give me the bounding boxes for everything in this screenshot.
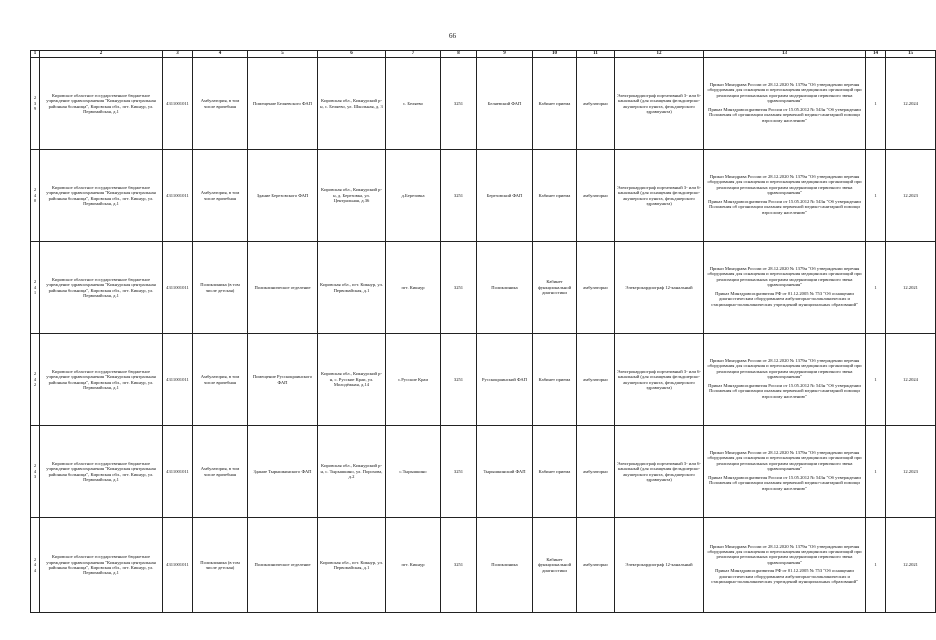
care-condition-cell: амбулаторно xyxy=(577,58,615,150)
unit-cell: Березовский ФАП xyxy=(477,150,533,242)
column-header: 10 xyxy=(533,51,577,58)
address-cell: Кировская обл., Кикнурский р-н, с. Беляево, ул. Школьная, д. 3 xyxy=(318,58,386,150)
quantity-cell: 1 xyxy=(866,426,886,518)
care-condition-cell: амбулаторно xyxy=(577,518,615,613)
address-cell: Кировская обл., Кикнурский р-н, с. Тырышкино, ул. Порохова, д.2 xyxy=(318,426,386,518)
legal-basis-text: Приказ Минздравсоцразвития России от 15.05.2012 № 543н "Об утверждении Положения об организации оказания первичной медико-санитарной помощи взрослому населению" xyxy=(708,382,861,399)
legal-basis-cell xyxy=(704,242,866,334)
column-header: 3 xyxy=(163,51,193,58)
row-number-cell: 239 xyxy=(31,58,40,150)
equipment-cell: Электрокардиограф портативный 3- или 6-канальный (для оснащения фельдшерско-акушерского пункта, фельдшерского здравпункта) xyxy=(615,150,704,242)
settlement-cell: д.Березовка xyxy=(386,150,441,242)
building-cell: Здание Березовского ФАП xyxy=(248,150,318,242)
settlement-cell: с.Тырышкино xyxy=(386,426,441,518)
delivery-date-cell: 12.2021 xyxy=(886,518,936,613)
facility-type-cell: Амбулатория, в том числе врачебная xyxy=(193,150,248,242)
column-header: 11 xyxy=(577,51,615,58)
legal-basis-text: Приказ Минздрава России от 28.12.2020 № 1379н "Об утверждении перечня оборудования для оснащения и переоснащения медицинских организаций при реализации региональных программ модернизации первичного звена здравоохранения" xyxy=(707,358,862,380)
legal-basis-text: Приказ Минздравсоцразвития РФ от 01.12.2005 № 753 "Об оснащении диагностическим оборудованием амбулаторно-поликлинических и стационарно-поликлинических учреждений муниципальных образований" xyxy=(711,290,858,307)
unit-cell: Беляевский ФАП xyxy=(477,58,533,150)
row-number-cell: 241 xyxy=(31,242,40,334)
delivery-date-cell: 12.2021 xyxy=(886,242,936,334)
legal-basis-text: Приказ Минздравсоцразвития России от 15.05.2012 № 543н "Об утверждении Положения об организации оказания первичной медико-санитарной помощи взрослому населению" xyxy=(708,106,861,123)
facility-type-cell: Поликлиника (в том числе детская) xyxy=(193,242,248,334)
legal-basis-text: Приказ Минздрава России от 28.12.2020 № 1379н "Об утверждении перечня оборудования для оснащения и переоснащения медицинских организаций при реализации региональных программ модернизации первичного звена здравоохранения" xyxy=(707,82,862,104)
legal-basis-text: Приказ Минздрава России от 28.12.2020 № 1379н "Об утверждении перечня оборудования для оснащения и переоснащения медицинских организаций при реализации региональных программ модернизации первичного звена здравоохранения" xyxy=(707,450,862,472)
legal-basis-text: Приказ Минздрава России от 28.12.2020 № 1379н "Об утверждении перечня оборудования для оснащения и переоснащения медицинских организаций при реализации региональных программ модернизации первичного звена здравоохранения" xyxy=(707,266,862,288)
legal-basis-text: Приказ Минздравсоцразвития РФ от 01.12.2005 № 753 "Об оснащении диагностическим оборудованием амбулаторно-поликлинических и стационарно-поликлинических учреждений муниципальных образований" xyxy=(711,568,858,585)
facility-type-cell: Амбулатория, в том числе врачебная xyxy=(193,334,248,426)
column-header: 9 xyxy=(477,51,533,58)
legal-basis-cell xyxy=(704,58,866,150)
settlement-cell: пгт. Кикнур xyxy=(386,518,441,613)
delivery-date-cell: 12.2023 xyxy=(886,426,936,518)
inn-cell: 4311001011 xyxy=(163,334,193,426)
column-header: 8 xyxy=(441,51,477,58)
room-cell: Кабинет приема xyxy=(533,150,577,242)
room-cell: Кабинет функциональной диагностики xyxy=(533,518,577,613)
column-header: 2 xyxy=(40,51,163,58)
column-header: 1 xyxy=(31,51,40,58)
code-cell: 3251 xyxy=(441,242,477,334)
quantity-cell: 1 xyxy=(866,518,886,613)
row-number-cell: 242 xyxy=(31,334,40,426)
code-cell: 3251 xyxy=(441,58,477,150)
equipment-cell: Электрокардиограф 12-канальный xyxy=(615,518,704,613)
organization-cell: Кировское областное государственное бюджетное учреждение здравоохранения "Кикнурская центральная районная больница", Кировская обл., пгт. Кикнур, ул. Первомайская, д.1 xyxy=(40,58,163,150)
delivery-date-cell: 12.2024 xyxy=(886,58,936,150)
column-header: 5 xyxy=(248,51,318,58)
table-row xyxy=(31,426,936,518)
care-condition-cell: амбулаторно xyxy=(577,242,615,334)
column-header: 4 xyxy=(193,51,248,58)
equipment-cell: Электрокардиограф портативный 3- или 6-канальный (для оснащения фельдшерско-акушерского пункта, фельдшерского здравпункта) xyxy=(615,426,704,518)
page-number: 66 xyxy=(449,32,456,40)
code-cell: 3251 xyxy=(441,426,477,518)
organization-cell: Кировское областное государственное бюджетное учреждение здравоохранения "Кикнурская центральная районная больница", Кировская обл., пгт. Кикнур, ул. Первомайская, д.1 xyxy=(40,426,163,518)
equipment-cell: Электрокардиограф 12-канальный xyxy=(615,242,704,334)
table-row xyxy=(31,150,936,242)
table-row xyxy=(31,518,936,613)
inn-cell: 4311001011 xyxy=(163,426,193,518)
unit-cell: Русскокраинский ФАП xyxy=(477,334,533,426)
quantity-cell: 1 xyxy=(866,242,886,334)
code-cell: 3251 xyxy=(441,334,477,426)
room-cell: Кабинет приема xyxy=(533,58,577,150)
inn-cell: 4311001011 xyxy=(163,150,193,242)
building-cell: Помещение Русскокраинского ФАП xyxy=(248,334,318,426)
address-cell: Кировская обл., Кикнурский р-н, д. Березовка, ул. Центральная, д.36 xyxy=(318,150,386,242)
facility-type-cell: Поликлиника (в том числе детская) xyxy=(193,518,248,613)
organization-cell: Кировское областное государственное бюджетное учреждение здравоохранения "Кикнурская центральная районная больница", Кировская обл., пгт. Кикнур, ул. Первомайская, д.1 xyxy=(40,334,163,426)
column-header: 14 xyxy=(866,51,886,58)
column-header: 6 xyxy=(318,51,386,58)
address-cell: Кировская обл., пгт. Кикнур, ул. Первомайская, д.1 xyxy=(318,518,386,613)
table-row xyxy=(31,334,936,426)
inn-cell: 4311001011 xyxy=(163,518,193,613)
quantity-cell: 1 xyxy=(866,334,886,426)
inn-cell: 4311001011 xyxy=(163,58,193,150)
row-number-cell: 240 xyxy=(31,150,40,242)
organization-cell: Кировское областное государственное бюджетное учреждение здравоохранения "Кикнурская центральная районная больница", Кировская обл., пгт. Кикнур, ул. Первомайская, д.1 xyxy=(40,150,163,242)
care-condition-cell: амбулаторно xyxy=(577,150,615,242)
settlement-cell: пгт. Кикнур xyxy=(386,242,441,334)
column-header-row xyxy=(31,51,936,58)
table-row xyxy=(31,58,936,150)
unit-cell: Поликлиника xyxy=(477,242,533,334)
settlement-cell: с. Беляево xyxy=(386,58,441,150)
legal-basis-cell xyxy=(704,334,866,426)
legal-basis-cell xyxy=(704,426,866,518)
facility-type-cell: Амбулатория, в том числе врачебная xyxy=(193,58,248,150)
legal-basis-text: Приказ Минздравсоцразвития России от 15.05.2012 № 543н "Об утверждении Положения об организации оказания первичной медико-санитарной помощи взрослому населению" xyxy=(708,474,861,491)
room-cell: Кабинет функциональной диагностики xyxy=(533,242,577,334)
building-cell: Помещение Беляевского ФАП xyxy=(248,58,318,150)
equipment-register-table xyxy=(30,50,936,613)
room-cell: Кабинет приема xyxy=(533,334,577,426)
address-cell: Кировская обл., Кикнурский р-н, с. Русские Краи, ул. Молодёжная, д.14 xyxy=(318,334,386,426)
organization-cell: Кировское областное государственное бюджетное учреждение здравоохранения "Кикнурская центральная районная больница", Кировская обл., пгт. Кикнур, ул. Первомайская, д.1 xyxy=(40,518,163,613)
legal-basis-text: Приказ Минздрава России от 28.12.2020 № 1379н "Об утверждении перечня оборудования для оснащения и переоснащения медицинских организаций при реализации региональных программ модернизации первичного звена здравоохранения" xyxy=(707,543,862,565)
equipment-cell: Электрокардиограф портативный 3- или 6-канальный (для оснащения фельдшерско-акушерского пункта, фельдшерского здравпункта) xyxy=(615,334,704,426)
unit-cell: Поликлиника xyxy=(477,518,533,613)
room-cell: Кабинет приема xyxy=(533,426,577,518)
inn-cell: 4311001011 xyxy=(163,242,193,334)
legal-basis-text: Приказ Минздравсоцразвития России от 15.05.2012 № 543н "Об утверждении Положения об организации оказания первичной медико-санитарной помощи взрослому населению" xyxy=(708,198,861,215)
legal-basis-cell xyxy=(704,518,866,613)
row-number-cell: 244 xyxy=(31,518,40,613)
building-cell: Поликлиническое отделение xyxy=(248,518,318,613)
building-cell: Здание Тырышкинского ФАП xyxy=(248,426,318,518)
quantity-cell: 1 xyxy=(866,58,886,150)
address-cell: Кировская обл., пгт. Кикнур, ул. Первомайская, д.1 xyxy=(318,242,386,334)
facility-type-cell: Амбулатория, в том числе врачебная xyxy=(193,426,248,518)
care-condition-cell: амбулаторно xyxy=(577,334,615,426)
column-header: 7 xyxy=(386,51,441,58)
code-cell: 3251 xyxy=(441,518,477,613)
column-header: 12 xyxy=(615,51,704,58)
column-header: 13 xyxy=(704,51,866,58)
care-condition-cell: амбулаторно xyxy=(577,426,615,518)
legal-basis-cell xyxy=(704,150,866,242)
delivery-date-cell: 12.2023 xyxy=(886,150,936,242)
legal-basis-text: Приказ Минздрава России от 28.12.2020 № 1379н "Об утверждении перечня оборудования для оснащения и переоснащения медицинских организаций при реализации региональных программ модернизации первичного звена здравоохранения" xyxy=(707,174,862,196)
organization-cell: Кировское областное государственное бюджетное учреждение здравоохранения "Кикнурская центральная районная больница", Кировская обл., пгт. Кикнур, ул. Первомайская, д.1 xyxy=(40,242,163,334)
unit-cell: Тырышкинский ФАП xyxy=(477,426,533,518)
row-number-cell: 243 xyxy=(31,426,40,518)
equipment-cell: Электрокардиограф портативный 3- или 6-канальный (для оснащения фельдшерско-акушерского пункта, фельдшерского здравпункта) xyxy=(615,58,704,150)
delivery-date-cell: 12.2024 xyxy=(886,334,936,426)
settlement-cell: с.Русские Краи xyxy=(386,334,441,426)
building-cell: Поликлиническое отделение xyxy=(248,242,318,334)
table-row xyxy=(31,242,936,334)
code-cell: 3251 xyxy=(441,150,477,242)
quantity-cell: 1 xyxy=(866,150,886,242)
column-header: 15 xyxy=(886,51,936,58)
